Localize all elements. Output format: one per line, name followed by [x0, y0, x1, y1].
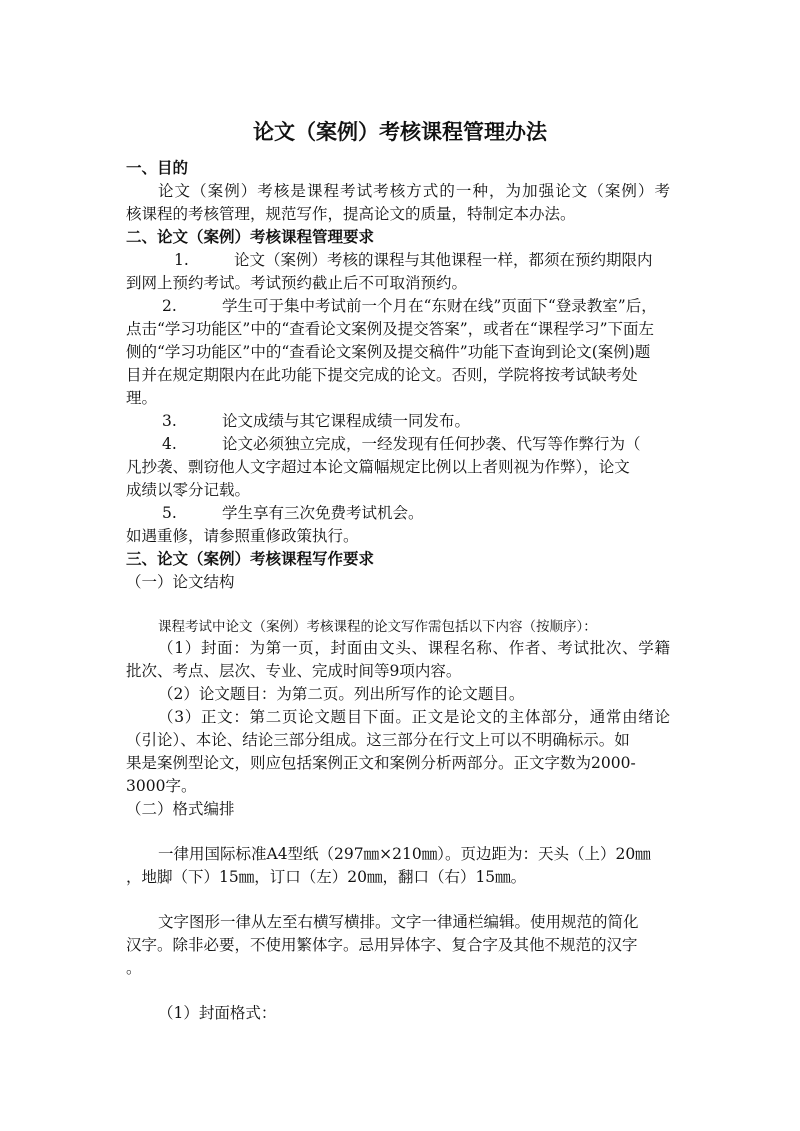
list-item-number: 3. [162, 412, 177, 430]
paragraph-line: 汉字。除非必要，不使用繁体字。忌用异体字、复合字及其他不规范的汉字 [126, 936, 638, 954]
paragraph-line: （1）封面格式： [158, 1004, 277, 1022]
paragraph-line: （3）正文：第二页论文题目下面。正文是论文的主体部分，通常由绪论 [158, 708, 670, 726]
list-item [162, 433, 641, 455]
paragraph-line: 批次、考点、层次、专业、完成时间等9项内容。 [126, 662, 462, 680]
paragraph-line: 果是案例型论文，则应包括案例正文和案例分析两部分。正文字数为2000- [126, 754, 636, 772]
paragraph-line: （1）封面：为第一页，封面由文头、课程名称、作者、考试批次、学籍 [158, 639, 670, 657]
list-item-text: 学生享有三次免费考试机会。 [222, 504, 424, 522]
list-item [174, 249, 653, 271]
paragraph-line: ，地脚（下）15㎜，订口（左）20㎜，翻口（右）15㎜。 [126, 868, 527, 886]
subsection-heading-structure: （一）论文结构 [126, 573, 235, 591]
paragraph-line: 凡抄袭、剽窃他人文字超过本论文篇幅规定比例以上者则视为作弊），论文 [126, 458, 630, 476]
paragraph-line: 。 [126, 959, 142, 977]
list-item-text: 学生可于集中考试前一个月在“东财在线”页面下“登录教室”后， [222, 297, 657, 315]
section-heading-purpose: 一、目的 [126, 159, 189, 177]
paragraph-line: 理。 [126, 389, 158, 407]
paragraph-line: 目并在规定期限内在此功能下提交完成的论文。否则，学院将按考试缺考处 [126, 366, 638, 384]
subsection-heading-format: （二）格式编排 [126, 800, 235, 818]
list-item-number: 1. [174, 251, 189, 269]
section-heading-management: 二、论文（案例）考核课程管理要求 [126, 228, 375, 246]
paragraph-line: 点击“学习功能区”中的“查看论文案例及提交答案”，或者在“课程学习”下面左 [126, 320, 655, 338]
list-item-number: 4. [162, 435, 177, 453]
list-item-text: 论文（案例）考核的课程与其他课程一样，都须在预约期限内 [234, 251, 653, 269]
list-item [162, 295, 657, 317]
paragraph-line: 文字图形一律从左至右横写横排。文字一律通栏编辑。使用规范的简化 [158, 913, 639, 931]
paragraph-line: （引论）、本论、结论三部分组成。这三部分在行文上可以不明确标示。如 [126, 731, 630, 749]
section-heading-writing: 三、论文（案例）考核课程写作要求 [126, 550, 375, 568]
paragraph-line: 3000字。 [126, 777, 197, 795]
list-item-text: 论文必须独立完成，一经发现有任何抄袭、代写等作弊行为（ [222, 435, 641, 453]
list-item-number: 5. [162, 504, 177, 522]
paragraph-line: 核课程的考核管理，规范写作，提高论文的质量，特制定本办法。 [126, 205, 576, 223]
paragraph-line: 如遇重修，请参照重修政策执行。 [126, 527, 359, 545]
list-item [162, 502, 424, 524]
paragraph-line: 侧的“学习功能区”中的“查看论文案例及提交稿件”功能下查询到论文(案例)题 [126, 343, 651, 361]
list-item-text: 论文成绩与其它课程成绩一同发布。 [222, 412, 471, 430]
list-item [162, 410, 470, 432]
paragraph-line: 到网上预约考试。考试预约截止后不可取消预约。 [126, 274, 468, 292]
list-item-number: 2. [162, 297, 177, 315]
paragraph-line: 课程考试中论文（案例）考核课程的论文写作需包括以下内容（按顺序）： [158, 619, 597, 635]
paragraph-line: 论文（案例）考核是课程考试考核方式的一种，为加强论文（案例）考 [158, 182, 670, 200]
paragraph-line: （2）论文题目：为第二页。列出所写作的论文题目。 [158, 685, 525, 703]
document-title: 论文（案例）考核课程管理办法 [253, 120, 547, 144]
paragraph-line: 一律用国际标准A4型纸（297㎜×210㎜）。页边距为：天头（上）20㎜ [158, 845, 651, 863]
paragraph-line: 成绩以零分记载。 [126, 481, 251, 499]
